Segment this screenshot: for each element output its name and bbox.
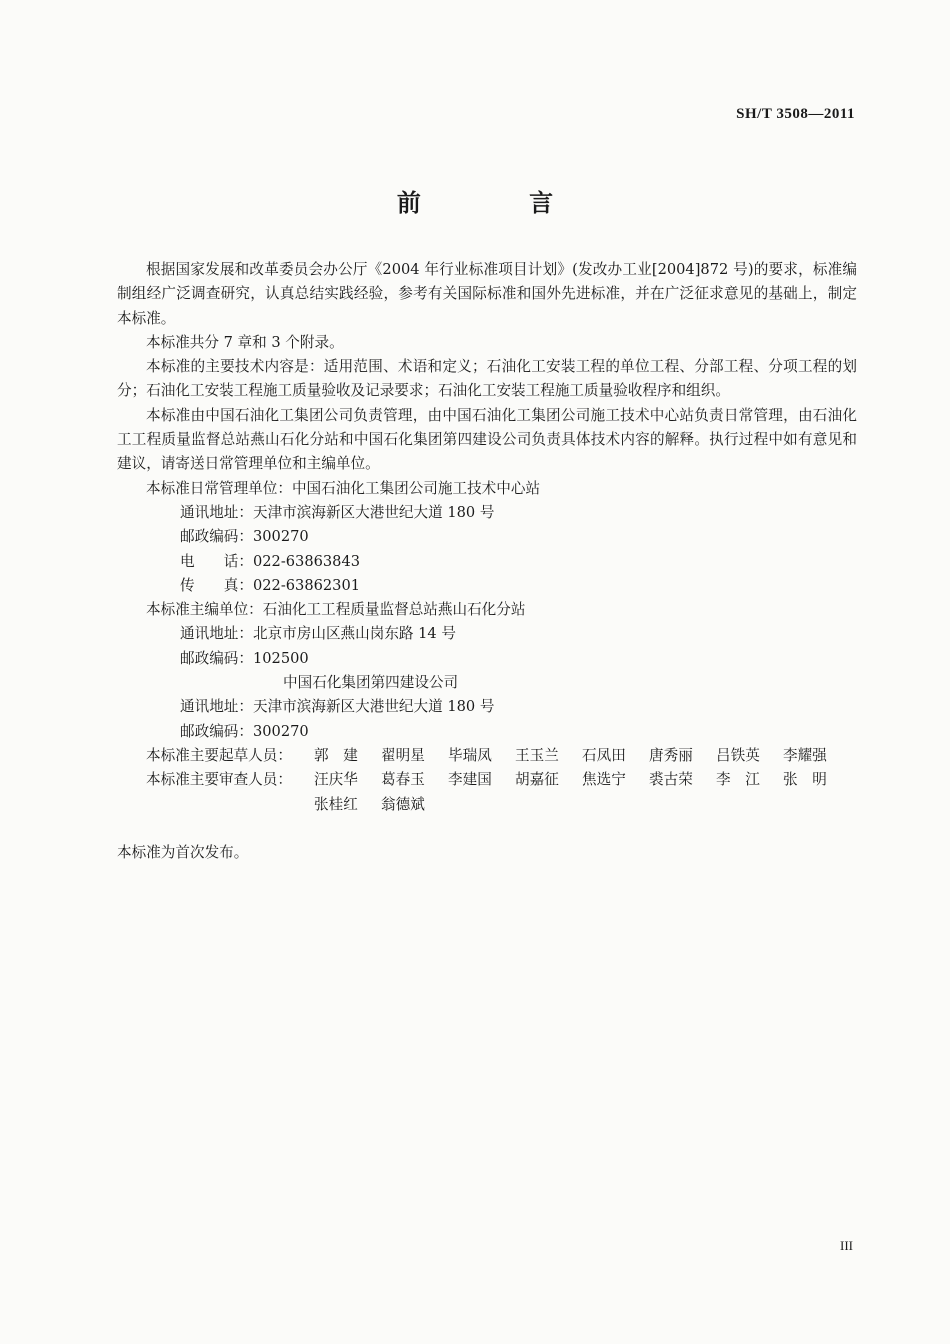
management-postcode: 邮政编码：300270 xyxy=(180,528,309,546)
reviewer-name: 葛春玉 xyxy=(381,771,425,789)
editor-postcode-2: 邮政编码：300270 xyxy=(180,722,309,740)
editor-unit-heading: 本标准主编单位：石油化工工程质量监督总站燕山石化分站 xyxy=(146,601,526,619)
paragraph-background: 根据国家发展和改革委员会办公厅《2004 年行业标准项目计划》(发改办工业[2004]872 号)的要求，标准编制组经广泛调查研究，认真总结实践经验，参考有关国际标准和国外先进标准，并在广泛征求意见的基础上，制定本标准。 xyxy=(117,261,857,327)
drafter-name: 郭 建 xyxy=(314,746,358,764)
drafters-names xyxy=(314,744,854,768)
closing-statement: 本标准为首次发布。 xyxy=(117,843,249,861)
management-phone: 电 话：022-63863843 xyxy=(180,552,361,570)
editor-postcode-1: 邮政编码：102500 xyxy=(180,649,309,667)
management-fax: 传 真：022-63862301 xyxy=(180,576,361,594)
spacer xyxy=(117,817,857,841)
reviewer-name: 裘古荣 xyxy=(649,771,693,789)
reviewer-name: 李建国 xyxy=(448,771,492,789)
reviewers-label: 本标准主要审查人员： xyxy=(146,771,292,789)
paragraph-contents: 本标准的主要技术内容是：适用范围、术语和定义；石油化工安装工程的单位工程、分部工程、分项工程的划分；石油化工安装工程施工质量验收及记录要求；石油化工安装工程施工质量验收程序和组织。 xyxy=(117,358,857,400)
drafters-list xyxy=(117,744,857,768)
drafter-name: 翟明星 xyxy=(381,746,425,764)
reviewer-name: 张桂红 xyxy=(314,795,358,813)
reviewer-name: 汪庆华 xyxy=(314,771,358,789)
editor-unit-2: 中国石化集团第四建设公司 xyxy=(283,674,459,692)
page-title: 前 言 xyxy=(396,189,604,217)
paragraph-structure: 本标准共分 7 章和 3 个附录。 xyxy=(146,333,344,351)
page-number: III xyxy=(840,1238,853,1253)
document-body xyxy=(117,258,857,865)
reviewer-name: 李 江 xyxy=(716,771,760,789)
reviewer-name: 焦选宁 xyxy=(582,771,626,789)
drafter-name: 王玉兰 xyxy=(515,746,559,764)
reviewers-names xyxy=(314,768,854,817)
reviewer-name: 张 明 xyxy=(783,771,827,789)
drafter-name: 毕瑞凤 xyxy=(448,746,492,764)
reviewer-name: 翁德斌 xyxy=(381,795,425,813)
drafters-label: 本标准主要起草人员： xyxy=(146,746,292,764)
drafter-name: 石凤田 xyxy=(582,746,626,764)
management-address: 通讯地址：天津市滨海新区大港世纪大道 180 号 xyxy=(180,503,495,521)
paragraph-management: 本标准由中国石油化工集团公司负责管理，由中国石油化工集团公司施工技术中心站负责日常管理，由石油化工工程质量监督总站燕山石化分站和中国石化集团第四建设公司负责具体技术内容的解释。执行过程中如有意见和建议，请寄送日常管理单位和主编单位。 xyxy=(117,406,857,473)
reviewers-list xyxy=(117,768,857,817)
drafter-name: 吕铁英 xyxy=(716,746,760,764)
editor-address-2: 通讯地址：天津市滨海新区大港世纪大道 180 号 xyxy=(180,698,495,716)
management-unit-heading: 本标准日常管理单位：中国石油化工集团公司施工技术中心站 xyxy=(146,479,541,497)
reviewer-name: 胡嘉征 xyxy=(515,771,559,789)
editor-address-1: 通讯地址：北京市房山区燕山岗东路 14 号 xyxy=(180,625,456,643)
standard-number: SH/T 3508—2011 xyxy=(736,106,855,122)
drafter-name: 李耀强 xyxy=(783,746,827,764)
drafter-name: 唐秀丽 xyxy=(649,746,693,764)
